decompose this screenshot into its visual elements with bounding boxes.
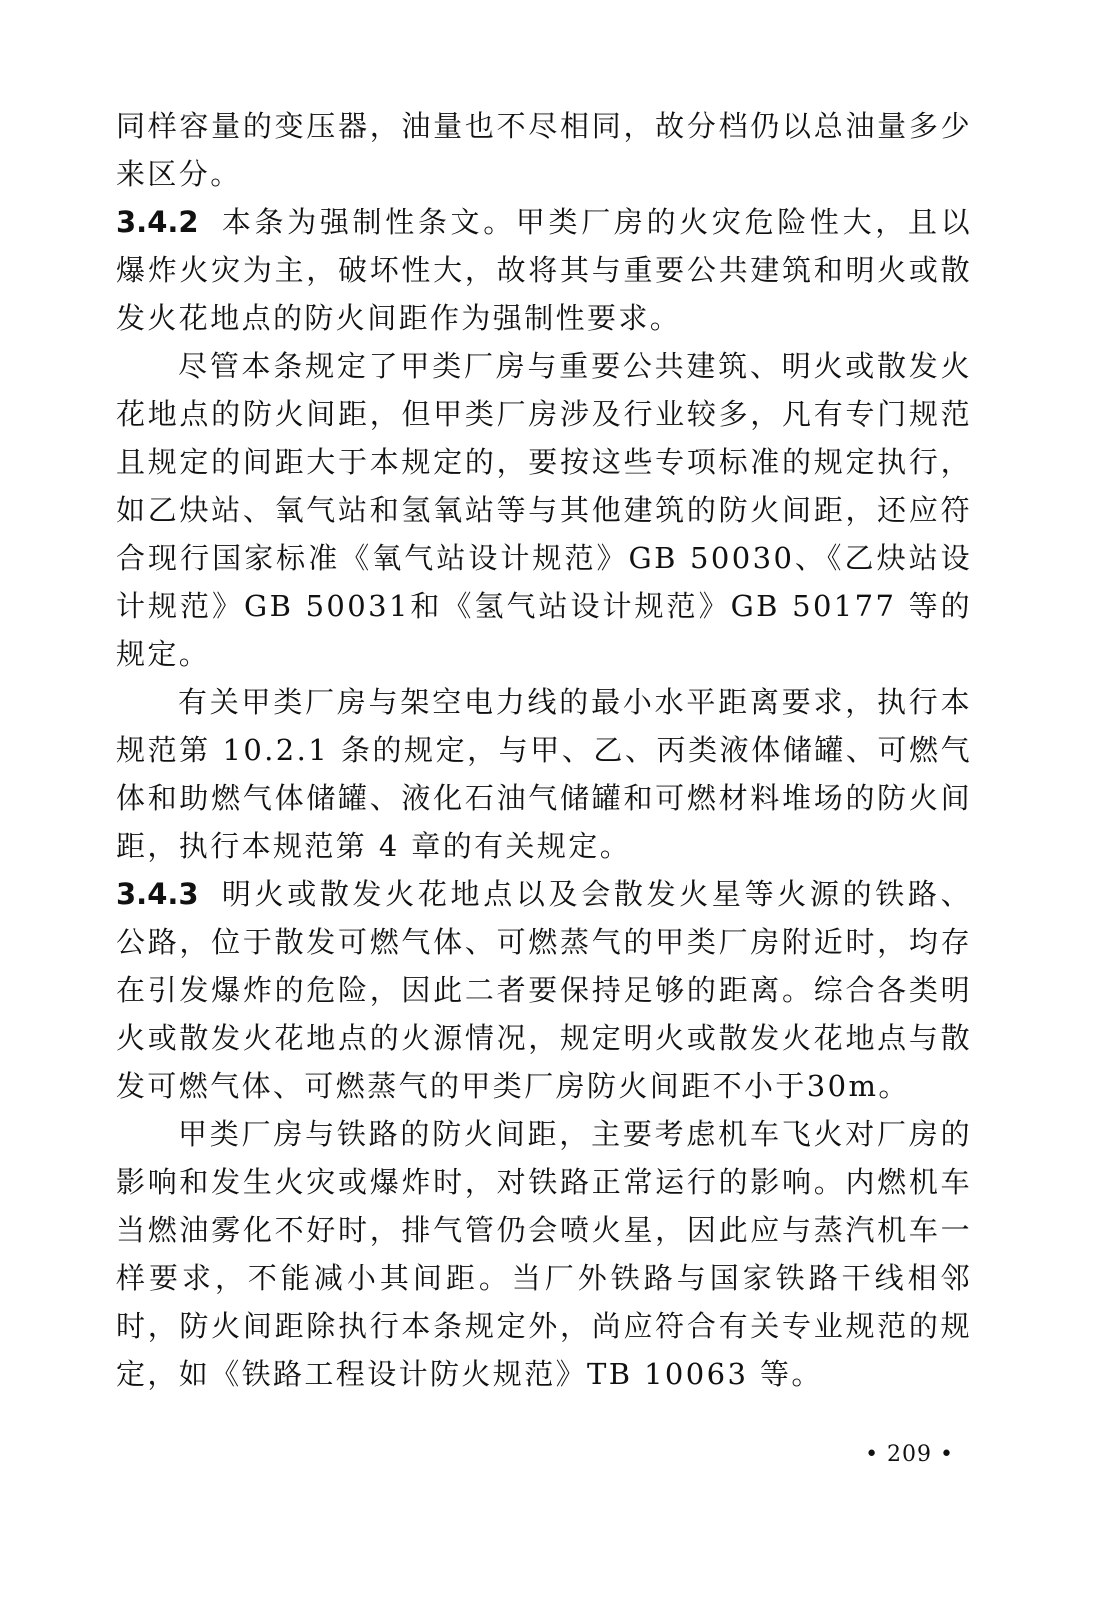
- paragraph-text: 本条为强制性条文。甲类厂房的火灾危险性大，且以爆炸火灾为主，破坏性大，故将其与重要公共建筑和明火或散发火花地点的防火间距作为强制性要求。: [116, 205, 972, 335]
- paragraph-clause-3-4-3: [116, 870, 972, 1110]
- clause-number: 3.4.3: [116, 877, 199, 911]
- paragraph-text: 甲类厂房与铁路的防火间距，主要考虑机车飞火对厂房的影响和发生火灾或爆炸时，对铁路正常运行的影响。内燃机车当燃油雾化不好时，排气管仍会喷火星，因此应与蒸汽机车一样要求，不能减小其间距。当厂外铁路与国家铁路干线相邻时，防火间距除执行本条规定外，尚应符合有关专业规范的规定，如《铁路工程设计防火规范》TB 10063 等。: [116, 1117, 972, 1391]
- paragraph-text: 同样容量的变压器，油量也不尽相同，故分档仍以总油量多少来区分。: [116, 109, 972, 191]
- paragraph-power-lines: [116, 678, 972, 870]
- clause-number: 3.4.2: [116, 205, 199, 239]
- paragraph-text: 有关甲类厂房与架空电力线的最小水平距离要求，执行本规范第 10.2.1 条的规定，与甲、乙、丙类液体储罐、可燃气体和助燃气体储罐、液化石油气储罐和可燃材料堆场的防火间距，执行本规范第 4 章的有关规定。: [116, 685, 972, 863]
- paragraph-text: 明火或散发火花地点以及会散发火星等火源的铁路、公路，位于散发可燃气体、可燃蒸气的甲类厂房附近时，均存在引发爆炸的危险，因此二者要保持足够的距离。综合各类明火或散发火花地点的火源情况，规定明火或散发火花地点与散发可燃气体、可燃蒸气的甲类厂房防火间距不小于30m。: [116, 877, 972, 1103]
- page-number: • 209 •: [865, 1442, 954, 1467]
- paragraph-railway: [116, 1110, 972, 1398]
- paragraph-clause-3-4-2: [116, 198, 972, 342]
- paragraph-text: 尽管本条规定了甲类厂房与重要公共建筑、明火或散发火花地点的防火间距，但甲类厂房涉及行业较多，凡有专门规范且规定的间距大于本规定的，要按这些专项标准的规定执行，如乙炔站、氧气站和氢氧站等与其他建筑的防火间距，还应符合现行国家标准《氧气站设计规范》GB 50030、《乙炔站设计规范》GB 50031和《氢气站设计规范》GB 50177 等的规定。: [116, 349, 972, 671]
- paragraph-exceptions: [116, 342, 972, 678]
- body-text: [116, 102, 972, 1398]
- paragraph-continuation: [116, 102, 972, 198]
